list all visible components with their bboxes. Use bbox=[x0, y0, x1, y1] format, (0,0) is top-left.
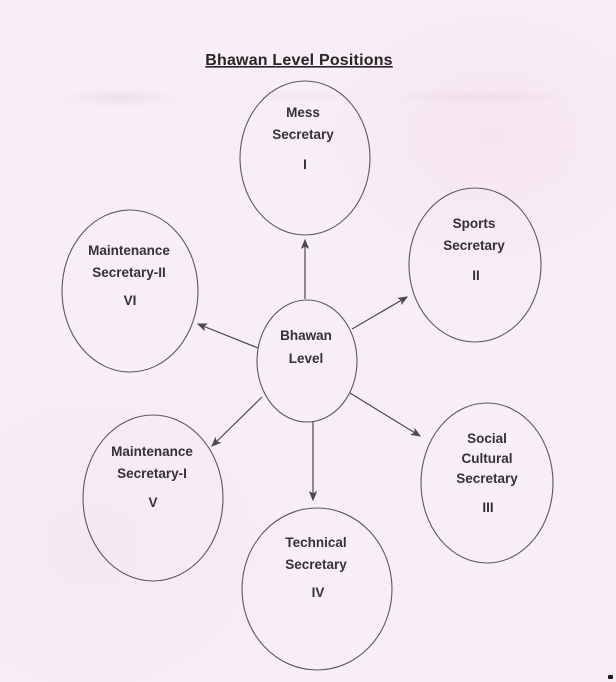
social-cultural-secretary-label-line3: Secretary bbox=[456, 471, 518, 486]
maintenance-secretary-one-label-line2: Secretary-I bbox=[117, 466, 187, 481]
sports-secretary-numeral: II bbox=[472, 268, 480, 283]
node-maintenance-secretary-one bbox=[83, 415, 223, 581]
maintenance-secretary-one-numeral: V bbox=[148, 495, 158, 510]
node-social-cultural-secretary bbox=[421, 403, 553, 563]
sports-secretary-label-line2: Secretary bbox=[443, 238, 505, 253]
sports-secretary-ellipse bbox=[409, 188, 541, 342]
maintenance-secretary-two-label-line2: Secretary-II bbox=[92, 265, 166, 280]
arrow-center-to-maintenance-two bbox=[198, 324, 258, 348]
arrow-center-to-social bbox=[350, 393, 420, 436]
social-cultural-secretary-label-line1: Social bbox=[467, 431, 507, 446]
technical-secretary-numeral: IV bbox=[311, 585, 325, 600]
node-bhawan-level bbox=[257, 300, 357, 422]
node-sports-secretary bbox=[409, 188, 541, 342]
arrow-center-to-maintenance-one bbox=[212, 397, 262, 446]
bhawan-level-label-line1: Bhawan bbox=[280, 328, 332, 343]
mess-secretary-label-line2: Secretary bbox=[272, 127, 334, 142]
maintenance-secretary-one-label-line1: Maintenance bbox=[111, 444, 193, 459]
connector-arrows bbox=[198, 240, 420, 500]
technical-secretary-label-line2: Secretary bbox=[285, 557, 347, 572]
arrow-center-to-sports bbox=[352, 297, 407, 329]
social-cultural-secretary-numeral: III bbox=[482, 500, 494, 515]
social-cultural-secretary-label-line2: Cultural bbox=[461, 451, 513, 466]
sports-secretary-label-line1: Sports bbox=[452, 216, 496, 231]
mess-secretary-label-line1: Mess bbox=[286, 105, 320, 120]
node-maintenance-secretary-two bbox=[62, 210, 198, 372]
maintenance-secretary-two-ellipse bbox=[62, 210, 198, 372]
technical-secretary-label-line1: Technical bbox=[285, 535, 347, 550]
maintenance-secretary-two-numeral: VI bbox=[123, 293, 137, 308]
bhawan-level-label-line2: Level bbox=[288, 351, 324, 366]
scan-artifact-dot bbox=[608, 675, 613, 679]
maintenance-secretary-two-label-line1: Maintenance bbox=[88, 243, 170, 258]
diagram-title: Bhawan Level Positions bbox=[205, 52, 393, 69]
node-mess-secretary bbox=[240, 81, 370, 235]
mess-secretary-numeral: I bbox=[303, 157, 307, 172]
node-technical-secretary bbox=[242, 508, 392, 670]
